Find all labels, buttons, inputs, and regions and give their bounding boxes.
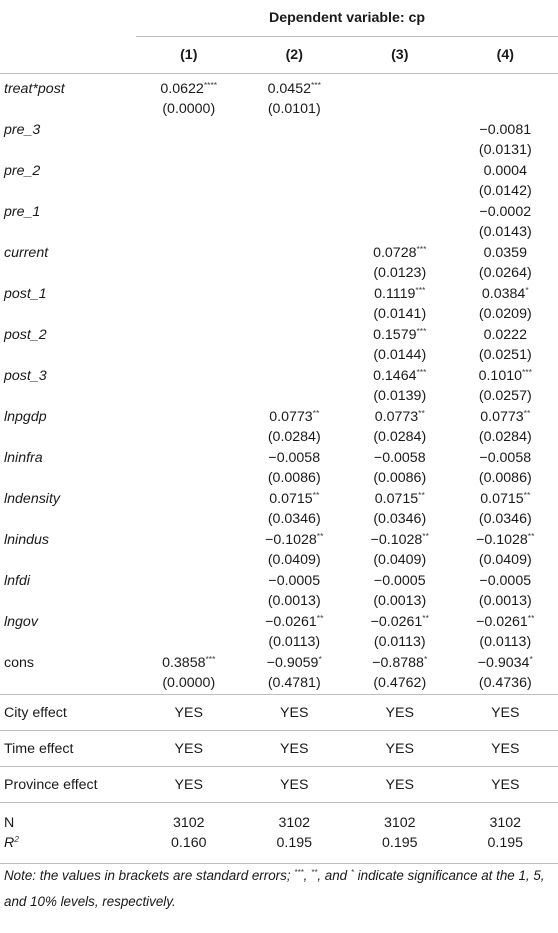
coefficient-value: −0.0058 [373, 449, 426, 466]
empty-label-cell [0, 549, 136, 571]
standard-error-cell: (0.0142) [478, 183, 532, 199]
standard-error-cell [136, 385, 242, 407]
standard-error-cell [136, 590, 242, 612]
coefficient-cell [242, 653, 348, 672]
coefficient-cell [347, 448, 453, 467]
effect-value: YES [453, 695, 558, 731]
note-sup-two-stars: ** [311, 868, 318, 877]
standard-error-cell [136, 180, 242, 202]
standard-error-cell: (0.0123) [373, 265, 427, 281]
coefficient-row [0, 407, 558, 426]
coefficient-value: 0.0004 [483, 162, 527, 179]
coefficient-row [0, 653, 558, 672]
empty-label-cell [0, 590, 136, 612]
coefficient-cell [453, 448, 558, 467]
coefficient-cell [136, 366, 242, 385]
statistic-label-superscript: 2 [14, 834, 19, 844]
coefficient-cell [242, 284, 348, 303]
coefficient-cell [242, 448, 348, 467]
statistic-label-text: N [4, 815, 15, 831]
empty-label-cell [0, 467, 136, 489]
coefficient-cell [347, 612, 453, 631]
coefficient-value: 0.0222 [483, 326, 527, 343]
standard-error-row [0, 385, 558, 407]
coefficient-cell [242, 243, 348, 262]
coefficient-section [0, 74, 558, 695]
significance-stars: *** [522, 366, 532, 377]
column-header: (2) [242, 37, 348, 74]
coefficient-value: 0.0773 [374, 408, 419, 425]
significance-stars: ** [312, 489, 320, 500]
coefficient-cell [347, 284, 453, 303]
coefficient-cell [347, 120, 453, 139]
variable-label: pre_1 [4, 203, 41, 220]
coefficient-value: 0.0773 [269, 408, 313, 425]
standard-error-cell [136, 467, 242, 489]
effect-value: YES [242, 767, 348, 803]
coefficient-cell [242, 571, 348, 590]
coefficient-value: 0.0728 [373, 244, 417, 261]
effect-value: YES [347, 695, 453, 731]
coefficient-cell [347, 366, 453, 385]
effect-value: YES [453, 731, 558, 767]
standard-error-cell: (0.0209) [478, 306, 532, 322]
standard-error-cell [242, 262, 348, 284]
standard-error-cell [453, 98, 558, 120]
standard-error-row [0, 221, 558, 243]
coefficient-cell [242, 161, 348, 180]
variable-label: post_1 [4, 285, 47, 302]
dependent-variable-header: Dependent variable: cp [136, 0, 558, 37]
statistic-row [0, 833, 558, 864]
effect-value: YES [136, 731, 242, 767]
standard-error-cell: (0.0013) [373, 593, 427, 609]
dependent-variable-row [0, 0, 558, 37]
significance-stars: * [318, 653, 322, 664]
variable-label: lnfdi [4, 572, 31, 589]
coefficient-row [0, 120, 558, 139]
variable-label: pre_2 [4, 162, 41, 179]
standard-error-cell: (0.0284) [478, 429, 532, 445]
standard-error-cell: (0.0257) [478, 388, 532, 404]
variable-label: post_2 [4, 326, 47, 343]
statistic-value: 3102 [489, 815, 522, 831]
standard-error-cell: (0.0409) [478, 552, 532, 568]
standard-error-cell: (0.0346) [478, 511, 532, 527]
note-sup-three-stars: *** [294, 868, 304, 877]
coefficient-cell [242, 489, 348, 508]
standard-error-row [0, 139, 558, 161]
empty-label-cell [0, 508, 136, 530]
significance-stars: * [423, 653, 428, 664]
variable-label: lngov [4, 613, 38, 630]
standard-error-cell [242, 344, 348, 366]
coefficient-cell [347, 325, 453, 344]
variable-label: lnpgdp [4, 408, 47, 425]
coefficient-cell [136, 571, 242, 590]
coefficient-value: −0.1028 [265, 531, 317, 548]
coefficient-row [0, 612, 558, 631]
coefficient-cell [242, 366, 348, 385]
standard-error-cell [136, 549, 242, 571]
significance-stars: ** [316, 530, 324, 541]
significance-stars: ** [316, 612, 324, 623]
empty-label-cell [0, 262, 136, 284]
fixed-effect-row [0, 731, 558, 767]
coefficient-cell [453, 530, 558, 549]
fixed-effect-row [0, 767, 558, 803]
coefficient-cell [347, 571, 453, 590]
significance-stars: ** [422, 612, 429, 623]
standard-error-row [0, 508, 558, 530]
effect-label: City effect [0, 695, 136, 731]
statistics-section [0, 803, 558, 864]
significance-stars: **** [203, 79, 218, 90]
effect-value: YES [347, 767, 453, 803]
significance-stars: *** [310, 79, 321, 90]
column-header: (1) [136, 37, 242, 74]
standard-error-cell [242, 139, 348, 161]
effect-label: Province effect [0, 767, 136, 803]
coefficient-value: 0.0622 [160, 80, 204, 97]
coefficient-cell [242, 74, 348, 99]
significance-stars: ** [527, 612, 535, 623]
coefficient-cell [136, 284, 242, 303]
coefficient-cell [136, 530, 242, 549]
coefficient-cell [453, 571, 558, 590]
variable-label: cons [4, 654, 34, 671]
coefficient-cell [136, 161, 242, 180]
note-lead: Note: the values in brackets are standard errors; [4, 868, 295, 883]
variable-label: lninfra [4, 449, 43, 466]
coefficient-cell [453, 366, 558, 385]
statistic-value: 0.195 [347, 833, 453, 864]
coefficient-value: 0.0773 [480, 408, 524, 425]
significance-stars: ** [523, 407, 531, 418]
statistic-value: 3102 [383, 815, 416, 831]
standard-error-cell [242, 180, 348, 202]
standard-error-cell [347, 98, 453, 120]
significance-stars: * [525, 284, 529, 295]
statistic-row [0, 803, 558, 834]
standard-error-cell: (0.0086) [373, 470, 427, 486]
coefficient-cell [242, 325, 348, 344]
standard-error-cell [242, 303, 348, 325]
standard-error-cell [347, 139, 453, 161]
coefficient-value: −0.0058 [268, 449, 321, 466]
standard-error-row [0, 672, 558, 695]
coefficient-cell [136, 407, 242, 426]
coefficient-row [0, 489, 558, 508]
empty-label-cell [0, 98, 136, 120]
coefficient-cell [453, 325, 558, 344]
effect-value: YES [453, 767, 558, 803]
column-header-row [0, 37, 558, 74]
coefficient-row [0, 202, 558, 221]
standard-error-cell [347, 180, 453, 202]
coefficient-cell [136, 202, 242, 221]
standard-error-cell: (0.4762) [347, 672, 453, 695]
empty-label-cell [0, 631, 136, 653]
standard-error-cell: (0.0346) [267, 511, 321, 527]
coefficient-cell [136, 120, 242, 139]
coefficient-cell [347, 407, 453, 426]
statistic-value: 0.195 [453, 833, 558, 864]
table-note [4, 863, 554, 915]
coefficient-cell [136, 489, 242, 508]
empty-label-cell [0, 344, 136, 366]
coefficient-cell [453, 120, 558, 139]
standard-error-row [0, 590, 558, 612]
coefficient-value: −0.0261 [370, 613, 423, 630]
coefficient-cell [242, 202, 348, 221]
standard-error-cell: (0.0131) [478, 142, 532, 158]
coefficient-value: 0.1464 [373, 367, 417, 384]
coefficient-cell [347, 530, 453, 549]
coefficient-value: 0.0715 [269, 490, 313, 507]
coefficient-row [0, 161, 558, 180]
variable-label: lndensity [4, 490, 60, 507]
standard-error-cell [136, 139, 242, 161]
standard-error-row [0, 467, 558, 489]
standard-error-cell: (0.0144) [373, 347, 427, 363]
coefficient-cell [453, 407, 558, 426]
standard-error-row [0, 262, 558, 284]
standard-error-row [0, 98, 558, 120]
coefficient-value: −0.1028 [476, 531, 528, 548]
coefficient-value: 0.1119 [374, 285, 416, 302]
effect-value: YES [347, 731, 453, 767]
standard-error-cell: (0.0409) [373, 552, 427, 568]
coefficient-value: 0.0715 [480, 490, 524, 507]
coefficient-cell [347, 489, 453, 508]
note-sup-one-star: * [350, 868, 354, 877]
coefficient-cell [136, 448, 242, 467]
standard-error-cell: (0.0101) [267, 101, 321, 117]
empty-label-cell [0, 385, 136, 407]
significance-stars: ** [523, 489, 531, 500]
significance-stars: *** [416, 366, 427, 377]
standard-error-cell: (0.0013) [478, 593, 532, 609]
coefficient-value: −0.0002 [479, 203, 532, 220]
effect-value: YES [136, 695, 242, 731]
fixed-effects-section [0, 695, 558, 803]
significance-stars: *** [205, 653, 216, 664]
coefficient-cell [136, 612, 242, 631]
coefficient-cell [453, 284, 558, 303]
empty-label-cell [0, 221, 136, 243]
note-tail: indicate significance at the 1, 5, and 10% levels, respectively. [4, 868, 545, 909]
coefficient-cell [136, 325, 242, 344]
effect-label: Time effect [0, 731, 136, 767]
coefficient-row [0, 325, 558, 344]
coefficient-value: −0.0261 [476, 613, 528, 630]
coefficient-row [0, 74, 558, 99]
coefficient-cell [136, 653, 242, 672]
coefficient-cell [453, 489, 558, 508]
standard-error-cell: (0.0013) [267, 593, 321, 609]
significance-stars: ** [418, 489, 425, 500]
coefficient-value: −0.0261 [265, 613, 317, 630]
significance-stars: ** [418, 407, 425, 418]
coefficient-value: −0.1028 [370, 531, 423, 548]
coefficient-cell [242, 530, 348, 549]
statistic-value: 0.160 [136, 833, 242, 864]
standard-error-cell [136, 508, 242, 530]
standard-error-row [0, 631, 558, 653]
coefficient-cell [453, 161, 558, 180]
column-header: (4) [453, 37, 558, 74]
coefficient-row [0, 448, 558, 467]
standard-error-row [0, 180, 558, 202]
coefficient-cell [453, 74, 558, 99]
standard-error-cell [136, 426, 242, 448]
coefficient-cell [453, 653, 558, 672]
coefficient-value: −0.0005 [479, 572, 532, 589]
standard-error-cell: (0.0141) [373, 306, 427, 322]
standard-error-row [0, 549, 558, 571]
significance-stars: ** [422, 530, 429, 541]
statistic-value: 3102 [172, 815, 205, 831]
standard-error-cell: (0.0113) [373, 634, 426, 650]
empty-label-cell [0, 139, 136, 161]
standard-error-cell: (0.0264) [478, 265, 532, 281]
standard-error-cell: (0.0086) [478, 470, 532, 486]
standard-error-cell: (0.0346) [373, 511, 427, 527]
standard-error-cell: (0.0284) [373, 429, 427, 445]
statistic-value: 3102 [278, 815, 311, 831]
standard-error-cell: (0.0000) [136, 672, 242, 695]
empty-corner-cell [0, 0, 136, 37]
standard-error-cell [242, 385, 348, 407]
standard-error-cell: (0.0284) [267, 429, 321, 445]
standard-error-row [0, 344, 558, 366]
standard-error-cell [136, 344, 242, 366]
coefficient-row [0, 530, 558, 549]
significance-stars: *** [416, 243, 427, 254]
empty-label-cell [0, 672, 136, 695]
coefficient-row [0, 571, 558, 590]
coefficient-cell [347, 202, 453, 221]
fixed-effect-row [0, 695, 558, 731]
effect-value: YES [136, 767, 242, 803]
coefficient-value: −0.8788 [372, 654, 424, 671]
coefficient-value: 0.1010 [478, 367, 522, 384]
statistic-label [0, 803, 136, 834]
significance-stars: ** [312, 407, 320, 418]
standard-error-cell: (0.0113) [479, 634, 532, 650]
effect-value: YES [242, 695, 348, 731]
standard-error-cell: (0.0000) [162, 101, 216, 117]
standard-error-cell [136, 631, 242, 653]
coefficient-value: −0.9034 [477, 654, 530, 671]
coefficient-row [0, 366, 558, 385]
coefficient-value: 0.3858 [162, 654, 206, 671]
standard-error-cell: (0.0409) [267, 552, 321, 568]
significance-stars: *** [415, 284, 426, 295]
coefficient-cell [242, 120, 348, 139]
coefficient-cell [347, 653, 453, 672]
standard-error-cell [347, 221, 453, 243]
coefficient-cell [136, 74, 242, 99]
standard-error-row [0, 303, 558, 325]
coefficient-cell [453, 612, 558, 631]
coefficient-row [0, 243, 558, 262]
variable-label: treat*post [4, 80, 65, 97]
coefficient-value: 0.0359 [483, 244, 527, 261]
column-header: (3) [347, 37, 453, 74]
variable-label: pre_3 [4, 121, 41, 138]
standard-error-cell: (0.4781) [242, 672, 348, 695]
coefficient-value: 0.1579 [373, 326, 417, 343]
coefficient-cell [242, 612, 348, 631]
empty-label-cell [0, 426, 136, 448]
coefficient-cell [347, 74, 453, 99]
coefficient-value: −0.0058 [479, 449, 532, 466]
coefficient-value: 0.0715 [374, 490, 419, 507]
statistic-value: 0.195 [242, 833, 348, 864]
coefficient-value: 0.0452 [267, 80, 311, 97]
coefficient-cell [453, 243, 558, 262]
coefficient-value: 0.0384 [481, 285, 526, 302]
standard-error-cell: (0.4736) [453, 672, 558, 695]
coefficient-cell [136, 243, 242, 262]
statistic-label [0, 833, 136, 864]
significance-stars: ** [527, 530, 535, 541]
significance-stars: *** [416, 325, 427, 336]
empty-label-cell [0, 303, 136, 325]
empty-header-cell [0, 37, 136, 74]
empty-label-cell [0, 180, 136, 202]
significance-stars: * [529, 653, 533, 664]
coefficient-row [0, 284, 558, 303]
coefficient-cell [347, 243, 453, 262]
effect-value: YES [242, 731, 348, 767]
variable-label: current [4, 244, 49, 261]
note-separator: , [303, 868, 312, 883]
standard-error-cell: (0.0139) [373, 388, 427, 404]
standard-error-cell: (0.0086) [267, 470, 321, 486]
statistic-label-text: R [4, 835, 15, 851]
standard-error-row [0, 426, 558, 448]
standard-error-cell [136, 221, 242, 243]
coefficient-cell [347, 161, 453, 180]
coefficient-value: −0.9059 [266, 654, 319, 671]
coefficient-value: −0.0005 [268, 572, 321, 589]
variable-label: lnindus [4, 531, 49, 548]
coefficient-value: −0.0005 [373, 572, 426, 589]
coefficient-cell [242, 407, 348, 426]
standard-error-cell [136, 262, 242, 284]
standard-error-cell [242, 221, 348, 243]
coefficient-value: −0.0081 [479, 121, 532, 138]
standard-error-cell: (0.0143) [478, 224, 532, 240]
note-separator: , and [317, 868, 351, 883]
standard-error-cell: (0.0251) [478, 347, 532, 363]
standard-error-cell [136, 303, 242, 325]
standard-error-cell: (0.0113) [268, 634, 321, 650]
variable-label: post_3 [4, 367, 47, 384]
coefficient-cell [453, 202, 558, 221]
